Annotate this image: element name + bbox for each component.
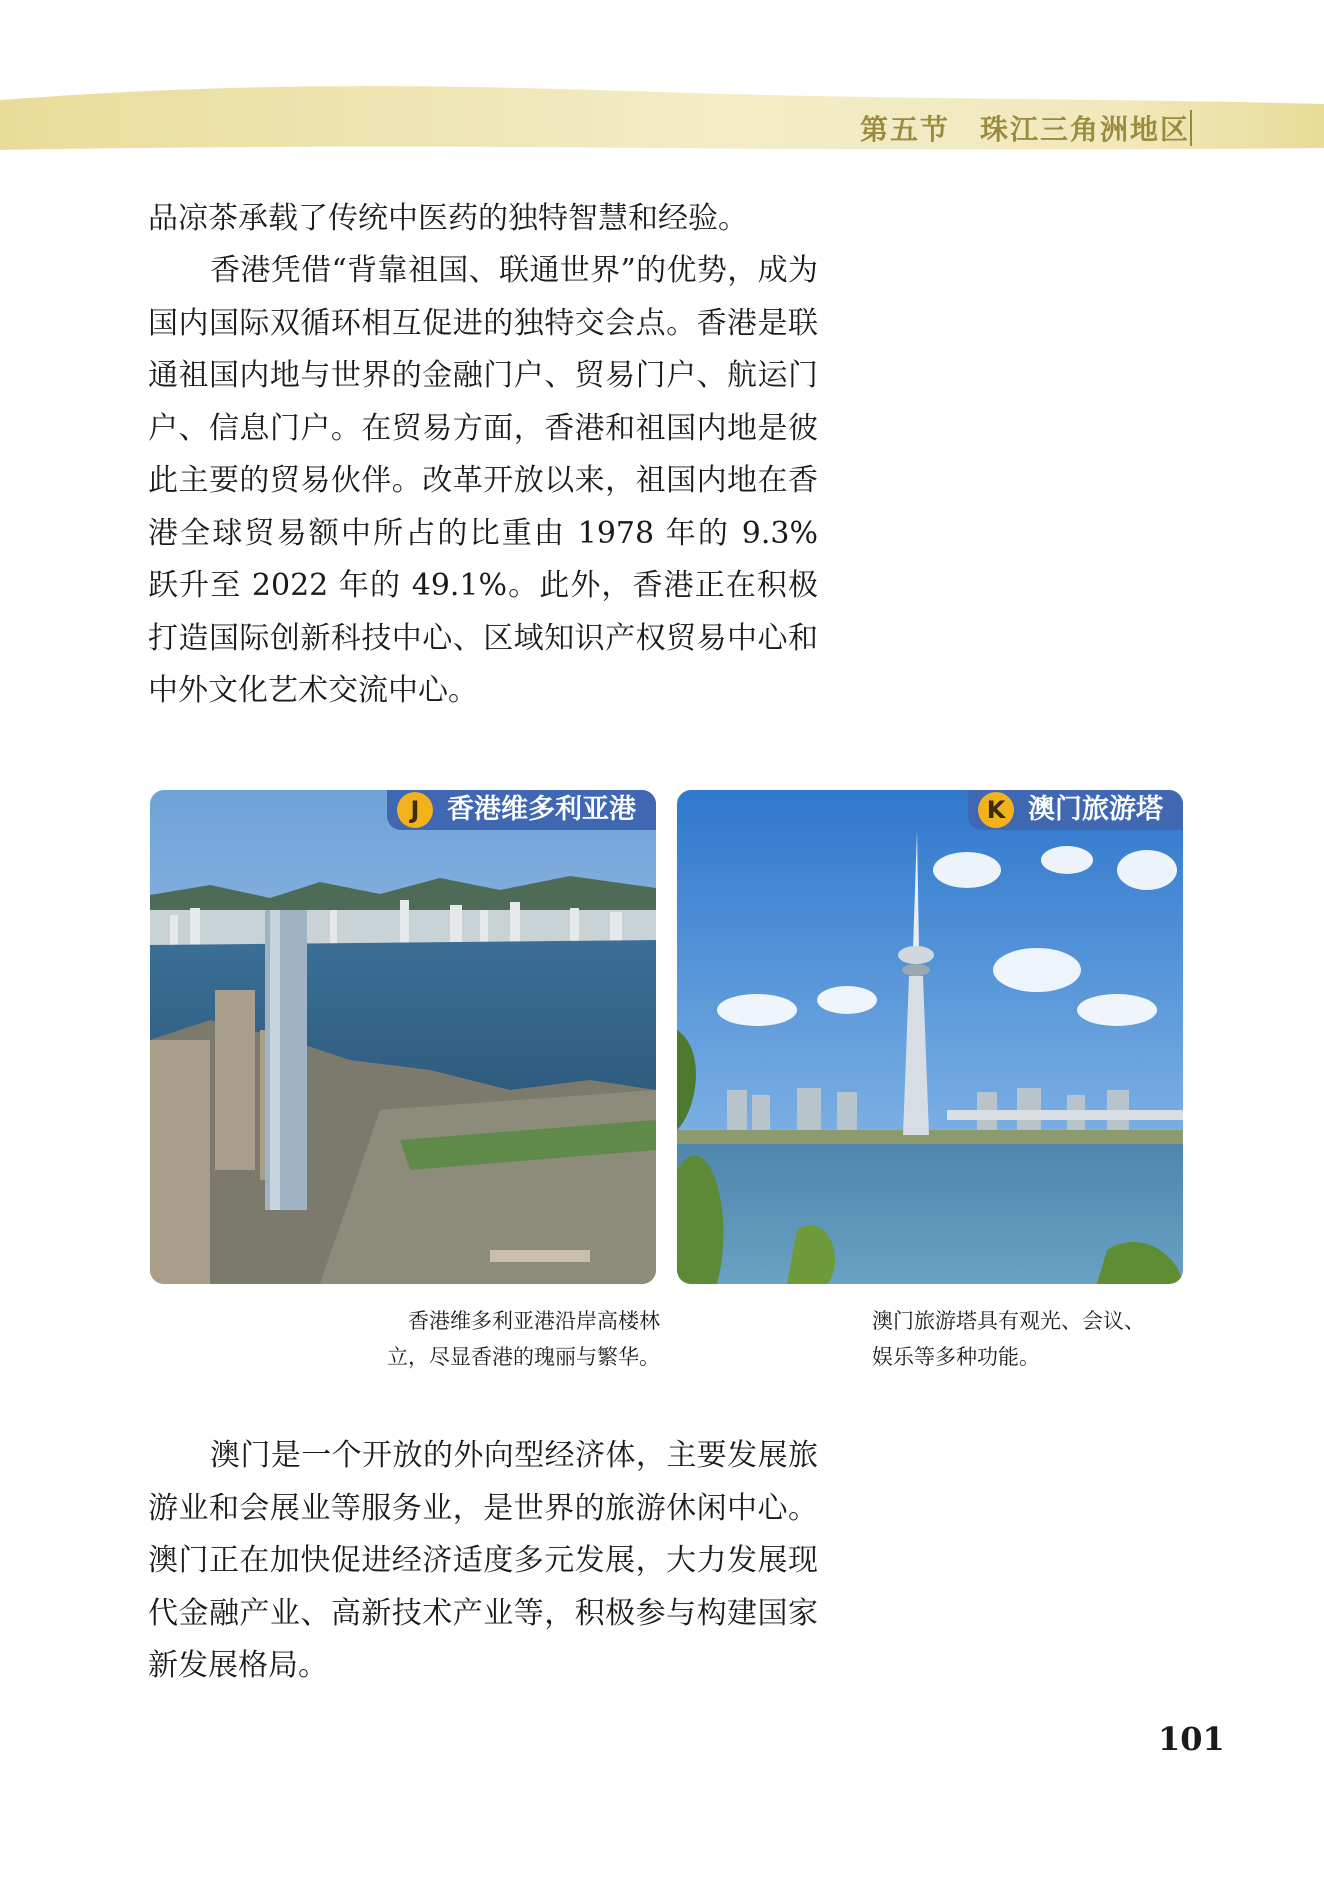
figure-caption-j [340, 1303, 660, 1375]
figure-badge-k: K [978, 792, 1014, 828]
caption-j-line-2: 立，尽显香港的瑰丽与繁华。 [387, 1345, 660, 1369]
caption-j-line-1: 香港维多利亚港沿岸高楼林 [408, 1309, 660, 1333]
figure-caption-k [872, 1303, 1202, 1375]
figure-badge-j: J [397, 792, 433, 828]
hong-kong-harbour-image [150, 790, 656, 1284]
figure-hong-kong-photo [150, 790, 656, 1284]
section-heading [860, 108, 1200, 148]
caption-k-line-2: 娱乐等多种功能。 [872, 1345, 1040, 1369]
section-number: 第五节 [860, 113, 951, 146]
macau-tower-image [677, 790, 1183, 1284]
paragraph-macau: 澳门是一个开放的外向型经济体，主要发展旅游业和会展业等服务业，是世界的旅游休闲中心。澳门正在加快促进经济适度多元发展，大力发展现代金融产业、高新技术产业等，积极参与构建国家新发展格局。 [148, 1438, 818, 1683]
figure-title-tag-j [387, 790, 656, 830]
page-number: 101 [1158, 1720, 1225, 1758]
figure-macau-photo [677, 790, 1183, 1284]
figure-title-tag-k [968, 790, 1183, 830]
figure-title-j: 香港维多利亚港 [447, 794, 636, 825]
paragraph-hong-kong: 香港凭借“背靠祖国、联通世界”的优势，成为国内国际双循环相互促进的独特交会点。香港是联通祖国内地与世界的金融门户、贸易门户、航运门户、信息门户。在贸易方面，香港和祖国内地是彼此主要的贸易伙伴。改革开放以来，祖国内地在香港全球贸易额中所占的比重由 1978 年的 9.3% 跃升至 2022 年的 49.1%。此外，香港正在积极打造国际创新科技中心、区域知识产权贸易中心和中外文化艺术交流中心。 [148, 253, 818, 708]
header-divider [1190, 110, 1192, 146]
caption-k-line-1: 澳门旅游塔具有观光、会议、 [872, 1309, 1145, 1333]
section-title: 珠江三角洲地区 [980, 113, 1191, 146]
paragraph-continued: 品凉茶承载了传统中医药的独特智慧和经验。 [148, 201, 748, 236]
figure-title-k: 澳门旅游塔 [1028, 794, 1163, 825]
